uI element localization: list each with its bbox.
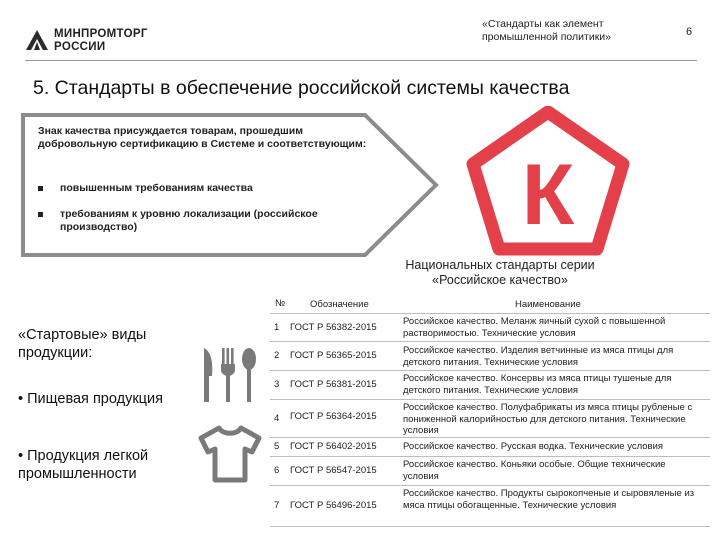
table-cell-code: ГОСТ Р 56496-2015 — [290, 500, 377, 511]
table-caption: Национальных стандарты серии «Российское качество» — [405, 258, 595, 287]
table-divider — [270, 437, 710, 438]
table-divider — [270, 485, 710, 486]
table-divider — [270, 341, 710, 342]
light-industry-label: • Продукция легкой промышленности — [18, 448, 149, 482]
table-cell-name: Российское качество. Продукты сырокопченые и сыровяленые из мяса птицы обогащенные. Технические условия — [403, 488, 695, 511]
quality-mark-letter: К — [521, 147, 575, 243]
table-cell-code: ГОСТ Р 56547-2015 — [290, 465, 377, 476]
header-divider — [25, 60, 697, 61]
table-cell-name: Российское качество. Полуфабрикаты из мяса птицы рубленые с пониженной калорийностью для детского питания. Технические условия — [403, 402, 693, 436]
org-name-line2: РОССИИ — [54, 40, 106, 53]
table-cell-number: 4 — [274, 413, 280, 424]
bullet-square-icon — [38, 212, 43, 217]
table-divider — [270, 526, 710, 527]
callout-intro: Знак качества присуждается товарам, прошедшим добровольную сертификацию в Системе и соответствующим: — [38, 125, 367, 150]
table-divider — [270, 370, 710, 371]
table-divider — [270, 313, 710, 314]
table-cell-name: Российское качество. Коньяки особые. Общие технические условия — [403, 459, 666, 482]
russian-quality-mark — [463, 106, 633, 256]
logo-mark-icon — [26, 30, 48, 50]
slide-title: 5. Стандарты в обеспечение российской системы качества — [33, 77, 570, 99]
column-header-code: Обозначение — [310, 299, 369, 310]
column-header-number: № — [275, 298, 286, 309]
table-cell-number: 6 — [274, 465, 280, 476]
table-cell-code: ГОСТ Р 56365-2015 — [290, 350, 377, 361]
org-name-line1: МИНПРОМТОРГ — [54, 28, 148, 40]
minpromtorg-logo — [26, 28, 166, 54]
page-number: 6 — [686, 26, 693, 38]
table-cell-number: 3 — [274, 379, 280, 390]
table-cell-code: ГОСТ Р 56402-2015 — [290, 441, 377, 452]
table-cell-name: Российское качество. Консервы из мяса птицы тушеные для детского питания. Технические условия — [403, 373, 672, 396]
bullet-square-icon — [38, 186, 43, 191]
document-title: «Стандарты как элемент промышленной политики» — [482, 18, 611, 43]
table-cell-name: Российское качество. Изделия ветчинные из мяса птицы для детского питания. Технические условия — [403, 345, 674, 368]
column-header-name: Наименование — [515, 299, 581, 310]
table-cell-number: 5 — [274, 441, 280, 452]
table-cell-number: 7 — [274, 500, 280, 511]
food-products-label: • Пищевая продукция — [18, 391, 163, 407]
org-name — [54, 28, 148, 53]
callout-bullet-text: повышенным требованиям качества — [60, 182, 253, 194]
table-cell-code: ГОСТ Р 56364-2015 — [290, 411, 377, 422]
table-cell-code: ГОСТ Р 56381-2015 — [290, 379, 377, 390]
cutlery-icon — [200, 348, 260, 404]
table-divider — [270, 399, 710, 400]
table-cell-code: ГОСТ Р 56382-2015 — [290, 322, 377, 333]
table-divider — [270, 456, 710, 457]
starter-products-heading: «Стартовые» виды продукции: — [18, 327, 147, 361]
tshirt-icon — [197, 424, 263, 484]
table-cell-name: Российское качество. Меланж яичный сухой с повышенной растворимостью. Технические условия — [403, 316, 666, 339]
table-cell-number: 2 — [274, 350, 280, 361]
table-cell-number: 1 — [274, 322, 280, 333]
table-cell-name: Российское качество. Русская водка. Технические условия — [403, 441, 664, 452]
callout-bullet-text: требованиям к уровню локализации (российское производство) — [60, 208, 318, 233]
